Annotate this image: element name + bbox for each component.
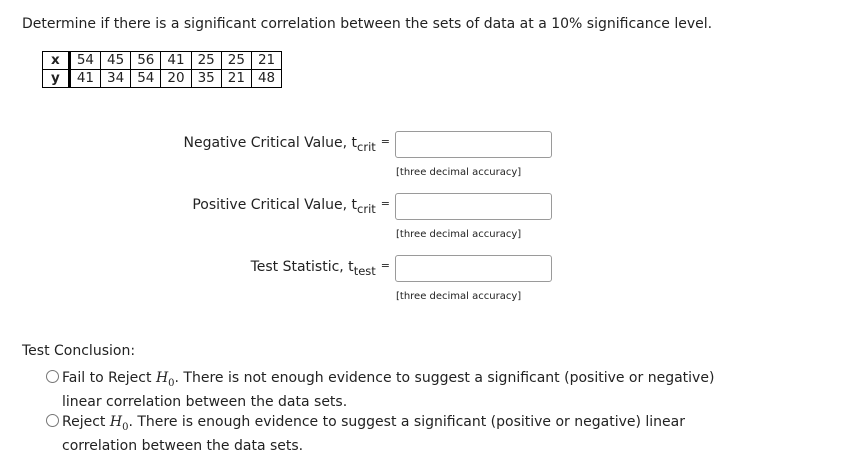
y-cell: 20 [161, 70, 191, 88]
y-cell: 21 [221, 70, 251, 88]
reject-radio[interactable] [46, 414, 59, 427]
reject-option[interactable] [46, 413, 736, 455]
fail-to-reject-text: Fail to Reject $H_0$. There is not enough evidence to suggest a significant (positive or negative) linear correlation between the data sets. [62, 370, 715, 410]
fail-to-reject-radio[interactable] [46, 370, 59, 383]
x-cell: 54 [69, 52, 100, 70]
positive-critical-label: Positive Critical Value, $t_{crit}$ = [192, 197, 390, 216]
negative-critical-input[interactable] [395, 131, 552, 158]
x-cell: 41 [161, 52, 191, 70]
x-cell: 21 [251, 52, 281, 70]
h0-symbol: $H_0$ [109, 414, 129, 433]
test-statistic-input[interactable] [395, 255, 552, 282]
x-cell: 56 [131, 52, 161, 70]
positive-critical-input[interactable] [395, 193, 552, 220]
positive-critical-hint: [three decimal accuracy] [396, 229, 522, 240]
question-text: Determine if there is a significant correlation between the sets of data at a 10% significance level. [22, 16, 713, 32]
y-cell: 41 [69, 70, 100, 88]
x-cell: 25 [221, 52, 251, 70]
y-cell: 34 [101, 70, 131, 88]
y-cell: 54 [131, 70, 161, 88]
x-header: x [43, 52, 70, 70]
negative-critical-label: Negative Critical Value, $t_{crit}$ = [183, 135, 390, 154]
x-cell: 45 [101, 52, 131, 70]
test-statistic-label: Test Statistic, $t_{test}$ = [250, 259, 390, 278]
y-cell: 48 [251, 70, 281, 88]
y-cell: 35 [191, 70, 221, 88]
h0-symbol: $H_0$ [155, 370, 175, 389]
test-statistic-hint: [three decimal accuracy] [396, 291, 522, 302]
test-conclusion-label: Test Conclusion: [22, 343, 136, 359]
negative-critical-hint: [three decimal accuracy] [396, 167, 522, 178]
y-header: y [43, 70, 70, 88]
data-table [42, 51, 282, 88]
reject-text: Reject $H_0$. There is enough evidence to suggest a significant (positive or negative) linear correlation between the data sets. [62, 414, 685, 454]
x-row [43, 52, 282, 70]
fail-to-reject-option[interactable] [46, 369, 736, 411]
y-row [43, 70, 282, 88]
x-cell: 25 [191, 52, 221, 70]
